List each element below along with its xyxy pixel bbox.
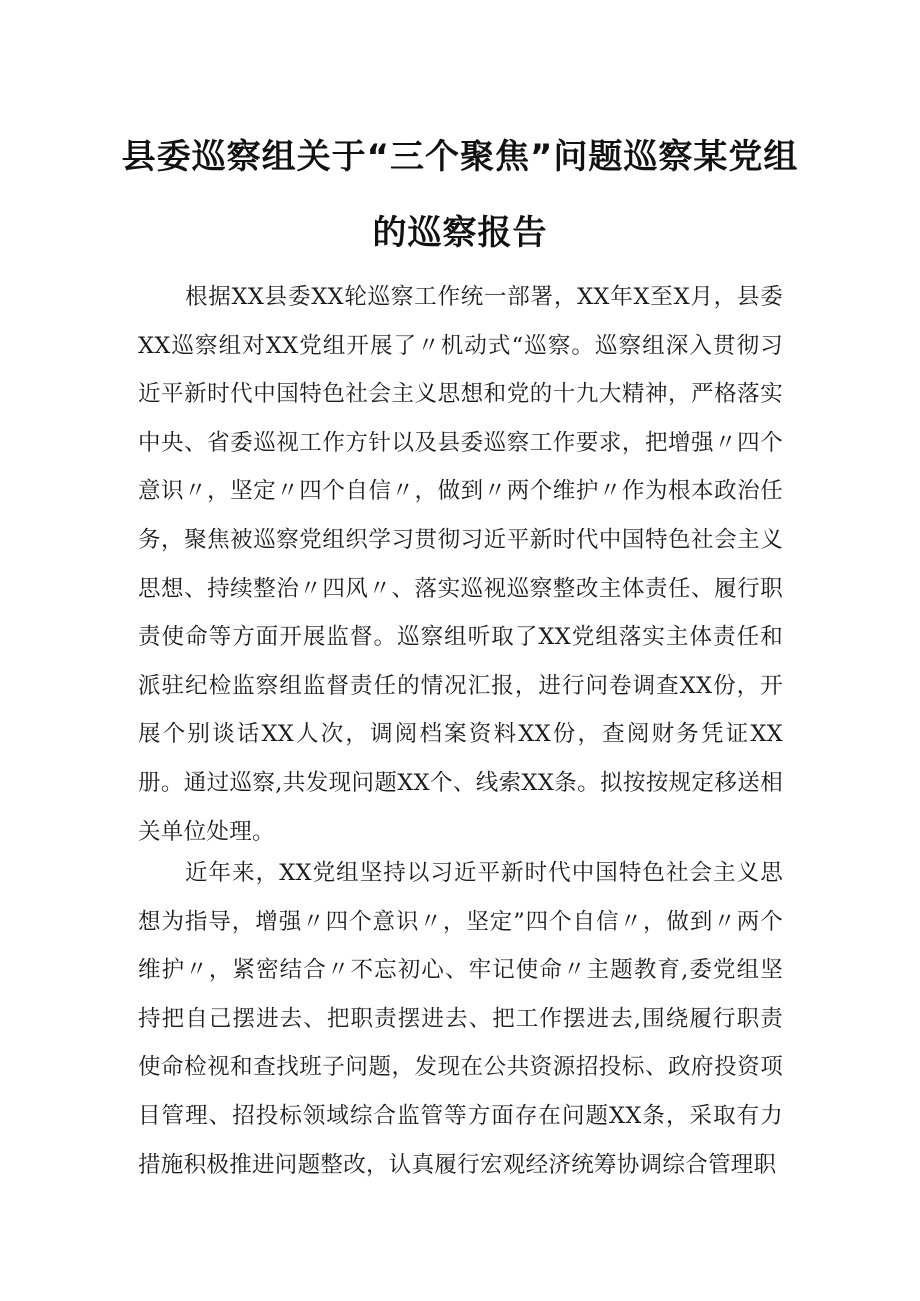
document-title-line-2: 的巡察报告 [372,213,548,253]
body-paragraph-1: 根据XX县委XX轮巡察工作统一部署，XX年X至X月，县委XX巡察组对XX党组开展了〃机动式“巡察。巡察组深入贯彻习近平新时代中国特色社会主义思想和党的十九大精神，严格落实中央、省委巡视工作方针以及县委巡察工作要求，把增强〃四个意识〃，坚定〃四个自信〃，做到〃两个维护〃作为根本政治任务，聚焦被巡察党组织学习贯彻习近平新时代中国特色社会主义思想、持续整治〃四风〃、落实巡视巡察整改主体责任、履行职责使命等方面开展监督。巡察组听取了XX党组落实主体责任和派驻纪检监察组监督责任的情况汇报，进行问卷调查XX份，开展个别谈话XX人次，调阅档案资料XX份，查阅财务凭证XX册。通过巡察,共发现问题XX个、线索XX条。拟按按规定移送相关单位处理。 [138,284,783,845]
body-paragraph-2: 近年来，XX党组坚持以习近平新时代中国特色社会主义思想为指导，增强〃四个意识〃，坚定”四个自信〃，做到〃两个维护〃，紧密结合〃不忘初心、牢记使命〃主题教育,委党组坚持把自己摆进去、把职责摆进去、把工作摆进去,围绕履行职责使命检视和查找班子问题，发现在公共资源招投标、政府投资项目管理、招投标领域综合监管等方面存在问题XX条，采取有力措施积极推进问题整改，认真履行宏观经济统筹协调综合管理职 [138,860,783,1178]
document-title-line-1: 县委巡察组关于“三个聚焦”问题巡察某党组 [121,137,799,177]
